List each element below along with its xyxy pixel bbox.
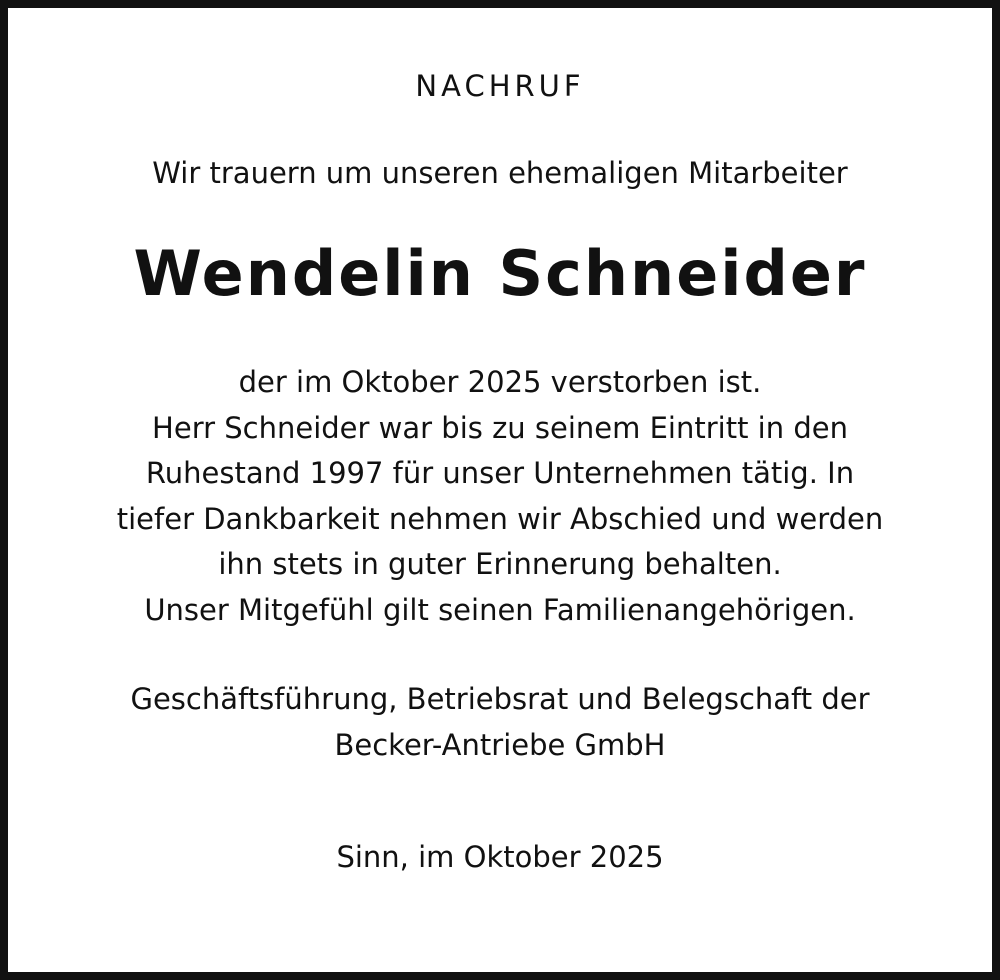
notice-body	[48, 360, 952, 633]
body-line: Ruhestand 1997 für unser Unternehmen tätig. In	[145, 456, 855, 490]
deceased-name: Wendelin Schneider	[133, 237, 867, 310]
body-line: Unser Mitgefühl gilt seinen Familienangehörigen.	[144, 592, 856, 627]
notice-heading: NACHRUF	[415, 69, 585, 103]
place-date: Sinn, im Oktober 2025	[336, 840, 664, 874]
body-line: der im Oktober 2025 verstorben ist.	[238, 365, 762, 399]
body-line: Herr Schneider war bis zu seinem Eintritt in den	[152, 410, 848, 445]
signature-block	[48, 677, 952, 768]
intro-line: Wir trauern um unseren ehemaligen Mitarbeiter	[152, 156, 848, 190]
signature-line: Becker-Antriebe GmbH	[334, 727, 666, 762]
signature-line: Geschäftsführung, Betriebsrat und Belegschaft der	[130, 682, 870, 716]
body-line: ihn stets in guter Erinnerung behalten.	[218, 547, 782, 581]
body-line: tiefer Dankbarkeit nehmen wir Abschied und werden	[116, 501, 884, 536]
